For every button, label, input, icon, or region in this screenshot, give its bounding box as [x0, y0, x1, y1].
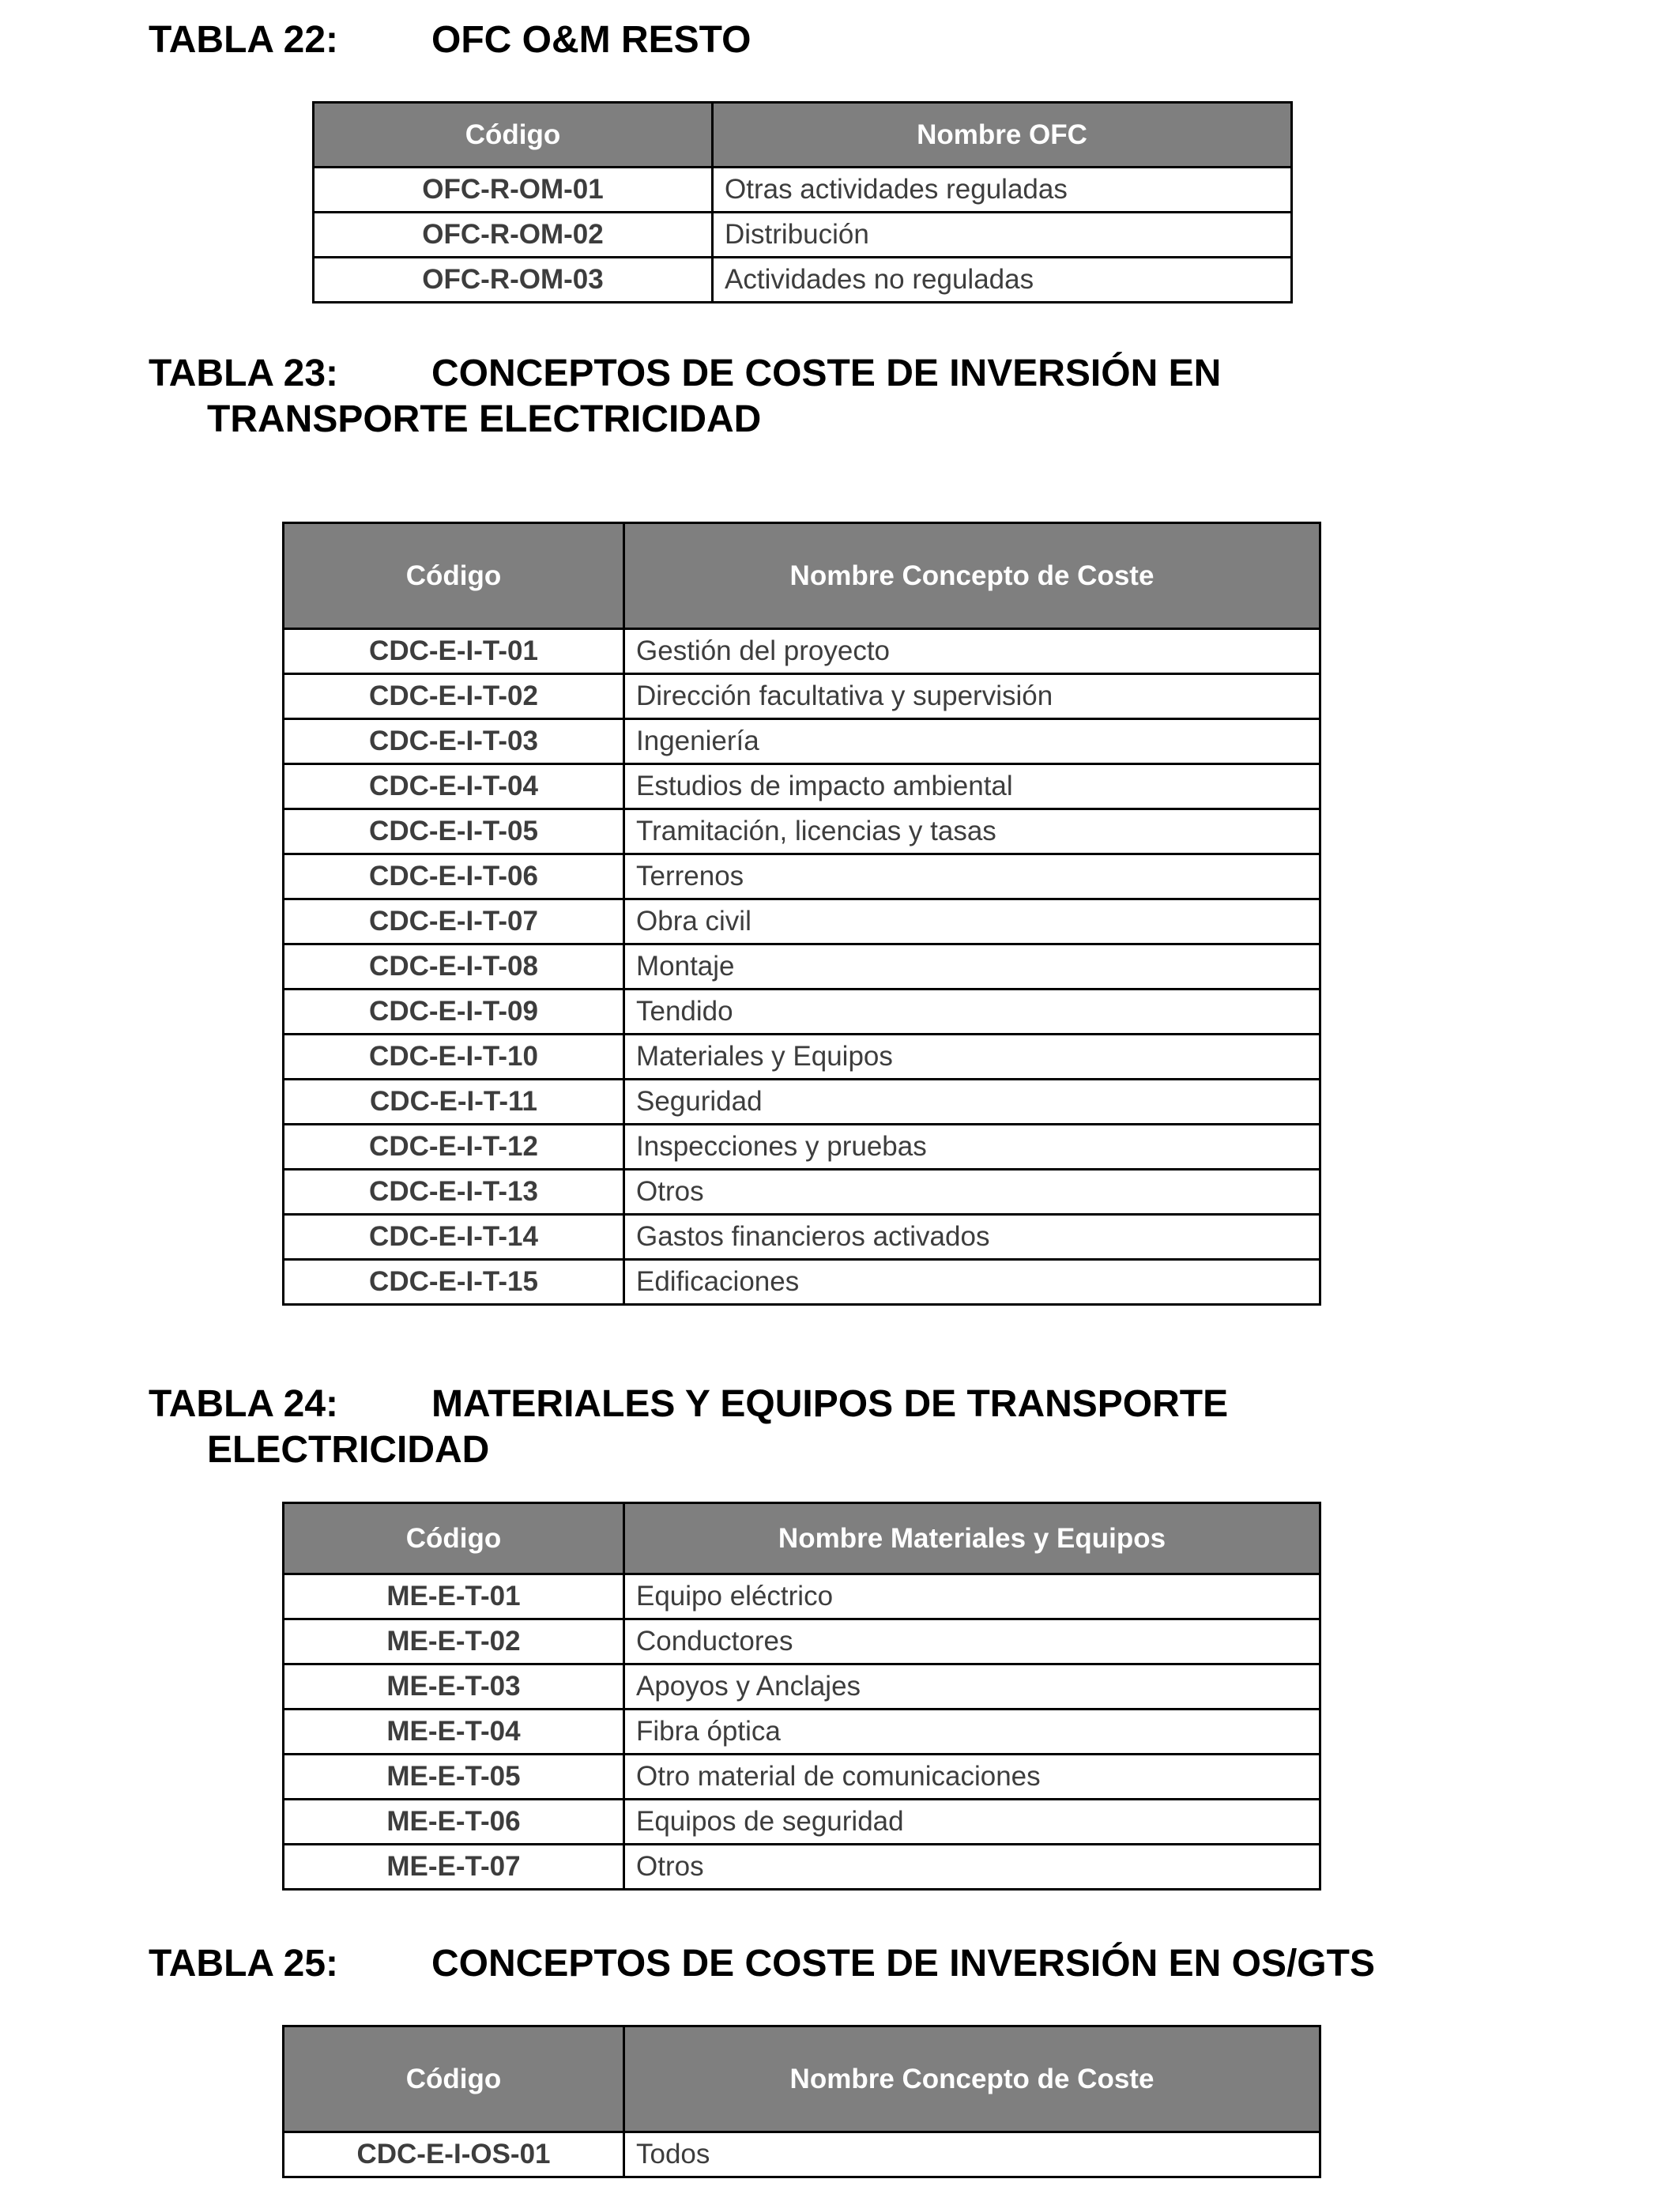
code-cell: CDC-E-I-T-02	[284, 674, 624, 719]
table-row	[284, 1755, 1320, 1800]
table-row	[284, 629, 1320, 674]
table-23-heading	[149, 351, 1221, 443]
name-cell: Seguridad	[624, 1080, 1320, 1125]
table-22-heading	[149, 17, 751, 63]
table-22	[312, 101, 1293, 303]
table-number: TABLA 23:	[149, 352, 338, 394]
table-row	[314, 168, 1292, 213]
column-header-name: Nombre Concepto de Coste	[624, 2026, 1320, 2132]
table-25	[282, 2025, 1321, 2178]
column-header-code: Código	[314, 103, 713, 168]
name-cell: Terrenos	[624, 854, 1320, 899]
code-cell: CDC-E-I-T-05	[284, 809, 624, 854]
table-row	[284, 809, 1320, 854]
name-cell: Ingeniería	[624, 719, 1320, 764]
table-title-line2: ELECTRICIDAD	[207, 1429, 490, 1471]
code-cell: OFC-R-OM-01	[314, 168, 713, 213]
table-number: TABLA 25:	[149, 1943, 338, 1985]
table-row	[284, 1215, 1320, 1260]
table-title: CONCEPTOS DE COSTE DE INVERSIÓN EN	[431, 352, 1222, 394]
table-row	[284, 1710, 1320, 1755]
name-cell: Tendido	[624, 990, 1320, 1035]
table-row	[314, 258, 1292, 303]
table-row	[284, 1574, 1320, 1619]
code-cell: CDC-E-I-T-15	[284, 1260, 624, 1305]
name-cell: Gastos financieros activados	[624, 1215, 1320, 1260]
table-row	[284, 854, 1320, 899]
code-cell: CDC-E-I-OS-01	[284, 2132, 624, 2177]
table-title: CONCEPTOS DE COSTE DE INVERSIÓN EN OS/GTS	[431, 1943, 1375, 1985]
table-24	[282, 1502, 1321, 1891]
table-header-row	[314, 103, 1292, 168]
table-row	[284, 719, 1320, 764]
name-cell: Estudios de impacto ambiental	[624, 764, 1320, 809]
column-header-name: Nombre Concepto de Coste	[624, 523, 1320, 629]
column-header-name: Nombre OFC	[713, 103, 1292, 168]
code-cell: CDC-E-I-T-06	[284, 854, 624, 899]
table-row	[284, 1800, 1320, 1845]
table-row	[284, 1664, 1320, 1710]
table-row	[284, 944, 1320, 990]
name-cell: Distribución	[713, 213, 1292, 258]
table-title: OFC O&M RESTO	[431, 19, 751, 61]
name-cell: Otro material de comunicaciones	[624, 1755, 1320, 1800]
code-cell: ME-E-T-02	[284, 1619, 624, 1664]
table-header-row	[284, 2026, 1320, 2132]
code-cell: CDC-E-I-T-10	[284, 1035, 624, 1080]
name-cell: Equipo eléctrico	[624, 1574, 1320, 1619]
table-row	[284, 1080, 1320, 1125]
code-cell: ME-E-T-04	[284, 1710, 624, 1755]
code-cell: CDC-E-I-T-14	[284, 1215, 624, 1260]
table-number: TABLA 22:	[149, 19, 338, 61]
column-header-name: Nombre Materiales y Equipos	[624, 1503, 1320, 1574]
code-cell: CDC-E-I-T-01	[284, 629, 624, 674]
column-header-code: Código	[284, 523, 624, 629]
table-row	[284, 2132, 1320, 2177]
code-cell: ME-E-T-05	[284, 1755, 624, 1800]
table-23	[282, 522, 1321, 1306]
code-cell: ME-E-T-03	[284, 1664, 624, 1710]
name-cell: Dirección facultativa y supervisión	[624, 674, 1320, 719]
name-cell: Materiales y Equipos	[624, 1035, 1320, 1080]
name-cell: Fibra óptica	[624, 1710, 1320, 1755]
code-cell: CDC-E-I-T-09	[284, 990, 624, 1035]
code-cell: ME-E-T-06	[284, 1800, 624, 1845]
table-25-heading	[149, 1941, 1375, 1987]
table-header-row	[284, 1503, 1320, 1574]
name-cell: Edificaciones	[624, 1260, 1320, 1305]
name-cell: Montaje	[624, 944, 1320, 990]
name-cell: Equipos de seguridad	[624, 1800, 1320, 1845]
name-cell: Tramitación, licencias y tasas	[624, 809, 1320, 854]
name-cell: Obra civil	[624, 899, 1320, 944]
table-row	[314, 213, 1292, 258]
name-cell: Todos	[624, 2132, 1320, 2177]
name-cell: Conductores	[624, 1619, 1320, 1664]
code-cell: CDC-E-I-T-03	[284, 719, 624, 764]
name-cell: Otros	[624, 1170, 1320, 1215]
table-row	[284, 674, 1320, 719]
code-cell: CDC-E-I-T-04	[284, 764, 624, 809]
name-cell: Actividades no reguladas	[713, 258, 1292, 303]
table-row	[284, 1260, 1320, 1305]
code-cell: ME-E-T-01	[284, 1574, 624, 1619]
name-cell: Apoyos y Anclajes	[624, 1664, 1320, 1710]
table-row	[284, 1619, 1320, 1664]
table-row	[284, 990, 1320, 1035]
name-cell: Otras actividades reguladas	[713, 168, 1292, 213]
code-cell: OFC-R-OM-03	[314, 258, 713, 303]
code-cell: CDC-E-I-T-13	[284, 1170, 624, 1215]
code-cell: CDC-E-I-T-08	[284, 944, 624, 990]
table-number: TABLA 24:	[149, 1383, 338, 1425]
code-cell: ME-E-T-07	[284, 1845, 624, 1890]
code-cell: OFC-R-OM-02	[314, 213, 713, 258]
name-cell: Inspecciones y pruebas	[624, 1125, 1320, 1170]
table-row	[284, 899, 1320, 944]
code-cell: CDC-E-I-T-12	[284, 1125, 624, 1170]
name-cell: Gestión del proyecto	[624, 629, 1320, 674]
column-header-code: Código	[284, 1503, 624, 1574]
code-cell: CDC-E-I-T-11	[284, 1080, 624, 1125]
table-title-line2: TRANSPORTE ELECTRICIDAD	[207, 398, 762, 440]
table-row	[284, 1170, 1320, 1215]
table-title: MATERIALES Y EQUIPOS DE TRANSPORTE	[431, 1383, 1229, 1425]
table-header-row	[284, 523, 1320, 629]
code-cell: CDC-E-I-T-07	[284, 899, 624, 944]
column-header-code: Código	[284, 2026, 624, 2132]
name-cell: Otros	[624, 1845, 1320, 1890]
table-row	[284, 1845, 1320, 1890]
table-24-heading	[149, 1382, 1228, 1473]
table-row	[284, 764, 1320, 809]
table-row	[284, 1125, 1320, 1170]
table-row	[284, 1035, 1320, 1080]
